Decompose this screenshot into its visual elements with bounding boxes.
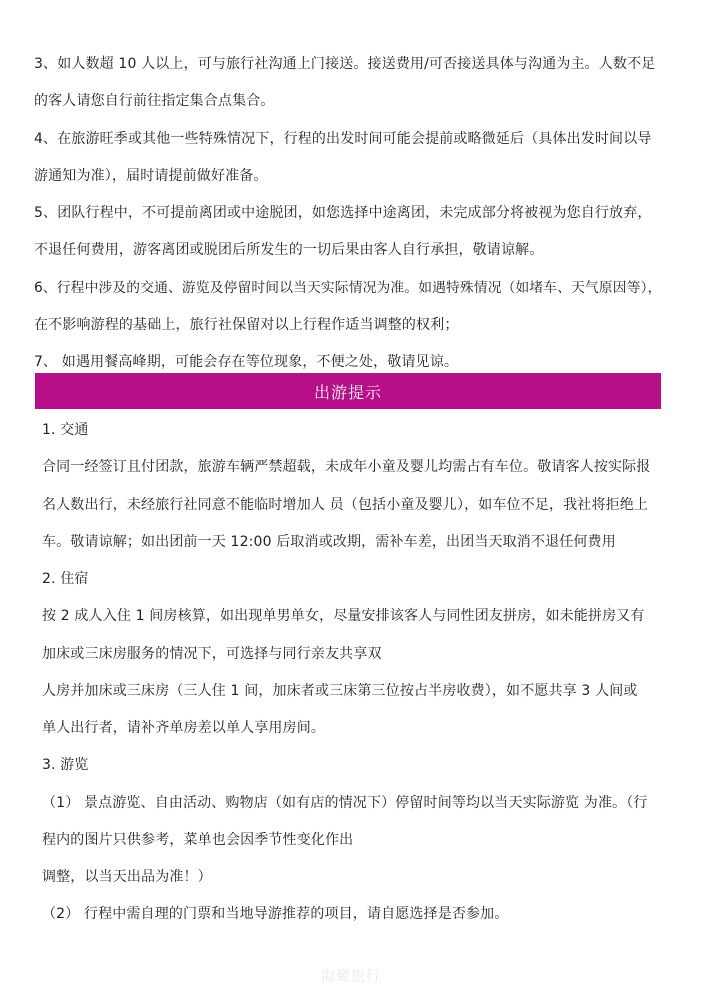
tips-line: 单人出行者，请补齐单房差以单人享用房间。 xyxy=(42,720,325,736)
note-line: 6、行程中涉及的交通、游览及停留时间以当天实际情况为准。如遇特殊情况（如堵车、天气原因等）， xyxy=(34,279,662,296)
note-line: 游通知为准），届时请提前做好准备。 xyxy=(34,167,268,184)
tips-line: （2） 行程中需自理的门票和当地导游推荐的项目，请自愿选择是否参加。 xyxy=(42,906,509,923)
note-line: 在不影响游程的基础上，旅行社保留对以上行程作适当调整的权利； xyxy=(34,317,459,334)
tips-heading-lodging: 2. 住宿 xyxy=(42,571,89,587)
note-line: 7、 如遇用餐高峰期，可能会存在等位现象，不便之处，敬请见谅。 xyxy=(34,354,459,371)
section-title: 出游提示 xyxy=(313,382,382,402)
note-line: 4、在旅游旺季或其他一些特殊情况下，行程的出发时间可能会提前或略微延后（具体出发时间以导 xyxy=(34,130,652,147)
tips-line: 加床或三床房服务的情况下，可选择与同行亲友共享双 xyxy=(42,645,382,662)
section-header-banner xyxy=(35,373,661,409)
note-line: 5、团队行程中，不可提前离团或中途脱团，如您选择中途离团，未完成部分将被视为您自行放弃， xyxy=(34,205,652,222)
notes-section xyxy=(34,46,662,382)
tips-line: 名人数出行，未经旅行社同意不能临时增加人 员（包括小童及婴儿），如车位不足，我社将拒绝上 xyxy=(42,496,649,513)
tips-line: （1） 景点游览、自由活动、购物店（如有店的情况下）停留时间等均以当天实际游览 为准。（行 xyxy=(42,794,648,811)
note-line: 3、如人数超 10 人以上，可与旅行社沟通上门接送。接送费用/可否接送具体与沟通为主。人数不足 xyxy=(34,56,656,72)
tips-line: 程内的图片只供参考，菜单也会因季节性变化作出 xyxy=(42,831,354,848)
tips-heading-sightseeing: 3. 游览 xyxy=(42,757,89,774)
tips-line: 车。敬请谅解；如出团前一天 12:00 后取消或改期，需补车差，出团当天取消不退任何费用 xyxy=(42,533,616,550)
note-line: 不退任何费用，游客离团或脱团后所发生的一切后果由客人自行承担，敬请谅解。 xyxy=(34,242,544,259)
tips-line: 按 2 成人入住 1 间房核算，如出现单男单女，尽量安排该客人与同性团友拼房，如未能拼房又有 xyxy=(42,608,645,625)
tips-line: 合同一经签订且付团款，旅游车辆严禁超载，未成年小童及婴儿均需占有车位。敬请客人按实际报 xyxy=(42,459,651,476)
note-line: 的客人请您自行前往指定集合点集合。 xyxy=(34,93,275,110)
tips-line: 人房并加床或三床房（三人住 1 间，加床者或三床第三位按占半房收费），如不愿共享 3 人间或 xyxy=(42,682,638,699)
tips-heading-transport: 1. 交通 xyxy=(42,422,89,438)
tips-line: 调整，以当天出品为准！） xyxy=(42,869,212,885)
travel-tips-section xyxy=(42,412,662,934)
footer-watermark: 海鹭旅行 xyxy=(321,969,381,985)
